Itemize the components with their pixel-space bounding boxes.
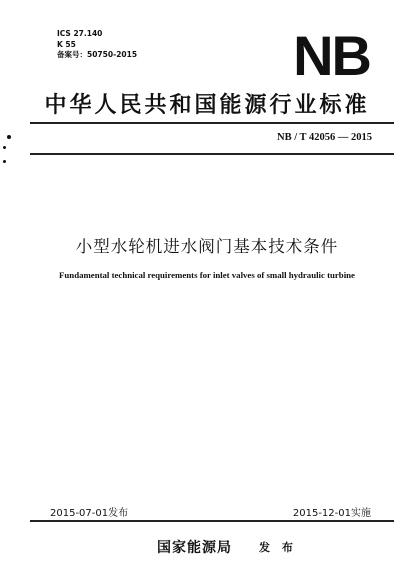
scan-mark	[3, 160, 6, 163]
scan-mark	[3, 146, 6, 149]
header-divider	[30, 122, 394, 124]
nb-logo: NB	[293, 24, 370, 87]
title-chinese: 小型水轮机进水阀门基本技术条件	[75, 237, 339, 256]
organization-title: 中华人民共和国能源行业标准	[44, 92, 370, 118]
standard-number-divider	[30, 153, 394, 155]
classification-code: K 55	[57, 39, 76, 49]
document-metadata	[57, 29, 137, 61]
issue-date: 2015-07-01发布	[50, 508, 129, 519]
ics-code: ICS 27.140	[57, 29, 103, 38]
scan-mark	[7, 135, 11, 139]
publisher-name: 国家能源局	[157, 540, 232, 556]
implementation-date: 2015-12-01实施	[292, 508, 371, 519]
record-number: 备案号：50750-2015	[57, 50, 138, 59]
footer-divider	[30, 520, 394, 522]
publish-label: 发 布	[259, 541, 297, 554]
title-english: Fundamental technical requirements for inlet valves of small hydraulic turbine	[59, 270, 355, 280]
standard-number: NB / T 42056 — 2015	[276, 132, 372, 143]
